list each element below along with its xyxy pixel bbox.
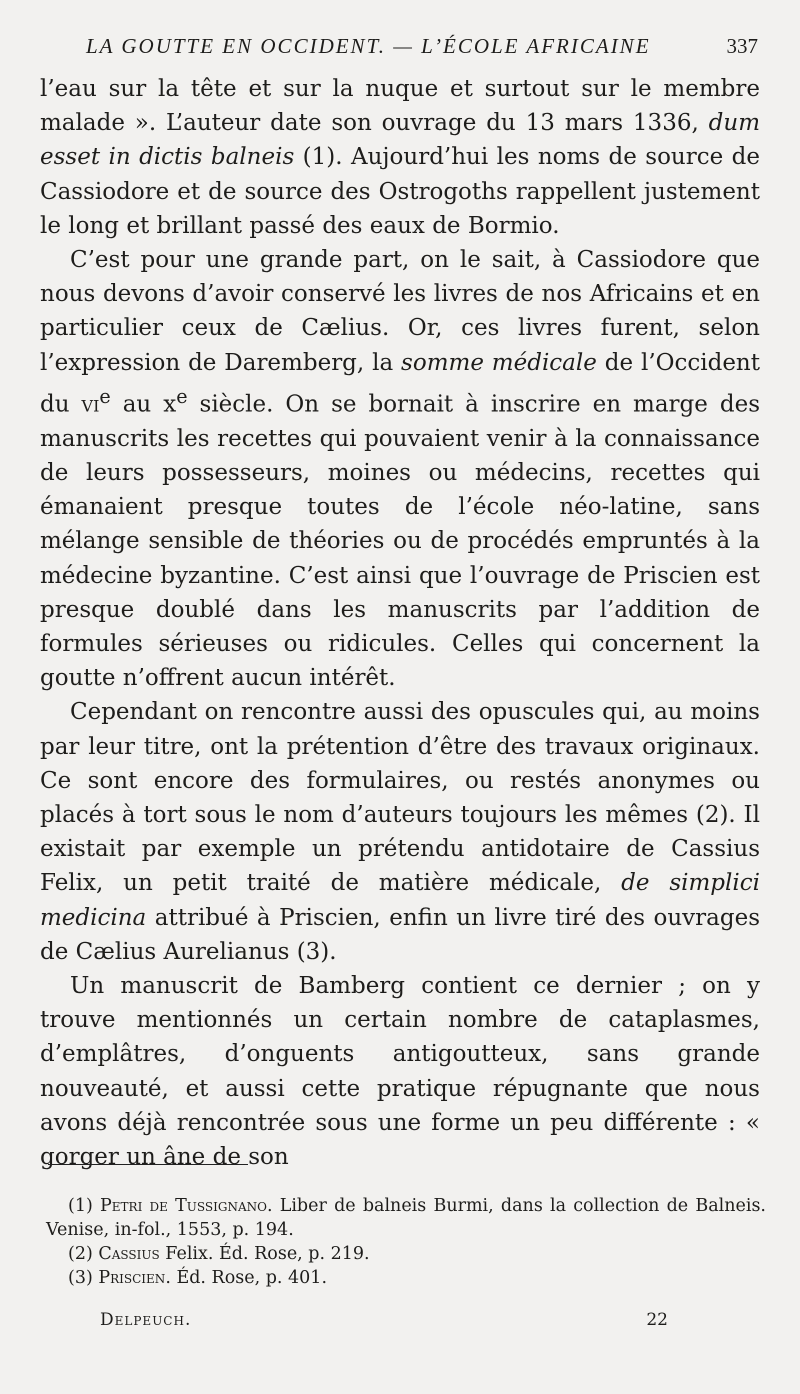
sheet-number: 22 xyxy=(646,1310,668,1330)
footnote-3 xyxy=(46,1266,766,1290)
printer-signature: Delpeuch. xyxy=(100,1310,192,1330)
paragraph-1-text-b: (1). Aujourd’hui les noms de source de Cassiodore et de source des Ostrogoths rappellent justement le long et brillant passé des eaux de Bormio. xyxy=(40,144,760,239)
footnote-1-text: . Liber de balneis Burmi, dans la collection de Balneis. Venise, in-fol., 1553, p. 194. xyxy=(46,1196,766,1240)
paragraph-3-text-a: Cependant on rencontre aussi des opuscules qui, au moins par leur titre, ont la prétention d’être des travaux originaux. Ce sont encore des formulaires, ou restés anonymes ou placés à tort sous le nom d’auteurs toujours les mêmes (2). Il existait par exemple un prétendu antidotaire de Cassius Felix, un petit traité de matière médicale, xyxy=(40,699,760,897)
body-text xyxy=(40,72,760,1174)
page-number: 337 xyxy=(726,34,758,58)
footnote-3-author: Priscien xyxy=(98,1268,166,1288)
paragraph-4 xyxy=(40,969,760,1174)
footnote-rule xyxy=(48,1164,248,1165)
footnote-3-number: (3) xyxy=(68,1268,99,1288)
paragraph-2-sup-2: e xyxy=(176,384,188,408)
running-head xyxy=(48,30,770,66)
footnotes xyxy=(46,1194,766,1290)
paragraph-4-text: Un manuscrit de Bamberg contient ce dernier ; on y trouve mentionnés un certain nombre de cataplasmes, d’emplâtres, d’onguents antigoutteux, sans grande nouveauté, et aussi cette pratique répugnante que nous avons déjà rencontrée sous une forme un peu différente : « gorger un âne de son xyxy=(40,972,760,1170)
paragraph-2-century-vi: vi xyxy=(81,391,100,418)
paragraph-1-latin-phrase: dum esset in dictis balneis xyxy=(40,110,761,171)
paragraph-2-text-b: de l’Occident du xyxy=(40,349,760,418)
paragraph-2 xyxy=(40,243,760,695)
paragraph-2-italic-phrase: somme médicale xyxy=(401,349,597,376)
footnote-1-number: (1) xyxy=(68,1196,100,1216)
footnote-2 xyxy=(46,1242,766,1266)
footnote-2-text: Felix. Éd. Rose, p. 219. xyxy=(159,1244,370,1264)
paragraph-1 xyxy=(40,72,760,243)
footnote-2-number: (2) xyxy=(68,1244,99,1264)
paragraph-2-text-c: au x xyxy=(110,391,177,418)
paragraph-1-text-a: l’eau sur la tête et sur la nuque et surtout sur le membre malade ». L’auteur date son ouvrage du 13 mars 1336, xyxy=(40,76,760,137)
footnote-3-text: . Éd. Rose, p. 401. xyxy=(165,1268,328,1288)
paragraph-2-sup-1: e xyxy=(99,384,111,408)
footnote-2-author: Cassius xyxy=(98,1244,160,1264)
paragraph-3 xyxy=(40,695,760,969)
paragraph-3-italic-title: de simplici medicina xyxy=(40,870,760,931)
footnote-1-author: Petri de Tussignano xyxy=(100,1196,267,1216)
paragraph-2-text-d: siècle. On se bornait à inscrire en marge des manuscrits les recettes qui pouvaient venir à la connaissance de leurs possesseurs, moines ou médecins, recettes qui émanaient presque toutes de l’école néo-latine, sans mélange sensible de théories ou de procédés empruntés à la médecine byzantine. C’est ainsi que l’ouvrage de Priscien est presque doublé dans les manuscrits par l’addition de formules sérieuses ou ridicules. Celles qui concernent la goutte n’offrent aucun intérêt. xyxy=(40,391,760,692)
footnote-1 xyxy=(46,1194,766,1242)
paragraph-3-text-b: attribué à Priscien, enfin un livre tiré des ouvrages de Cælius Aurelianus (3). xyxy=(40,904,760,965)
running-head-title: LA GOUTTE EN OCCIDENT. — L’ÉCOLE AFRICAINE xyxy=(86,34,651,58)
paragraph-2-text-a: C’est pour une grande part, on le sait, à Cassiodore que nous devons d’avoir conservé les livres de nos Africains et en particulier ceux de Cælius. Or, ces livres furent, selon l’expression de Daremberg, la xyxy=(40,247,760,376)
